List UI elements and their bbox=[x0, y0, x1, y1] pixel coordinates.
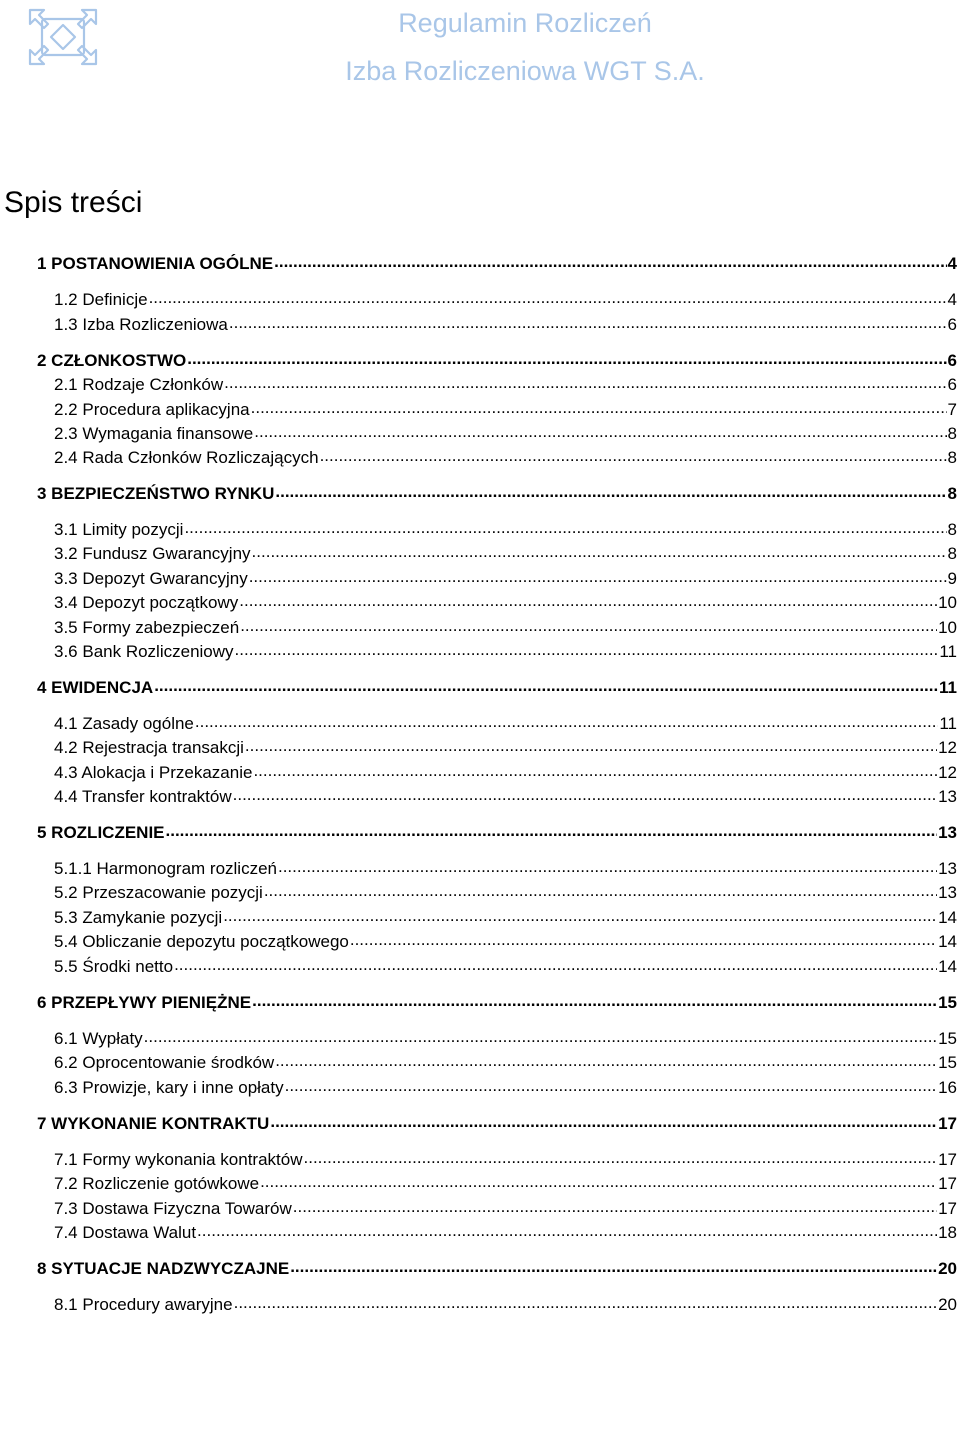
toc-dot-leader bbox=[293, 1197, 937, 1214]
toc-dot-leader bbox=[144, 1027, 937, 1044]
toc-entry-label: 7 WYKONANIE KONTRAKTU bbox=[37, 1114, 270, 1133]
toc-dot-leader bbox=[260, 1172, 937, 1189]
toc-entry-label: 5.5 Środki netto bbox=[54, 957, 174, 976]
toc-section-link[interactable] bbox=[0, 313, 957, 335]
toc-page-number: 15 bbox=[938, 1053, 957, 1072]
toc-section-link[interactable] bbox=[0, 640, 957, 662]
toc-entry-label: 6.2 Oprocentowanie środków bbox=[54, 1053, 275, 1072]
toc-dot-leader bbox=[166, 821, 938, 838]
toc-chapter-link[interactable] bbox=[0, 676, 957, 698]
toc-section-link[interactable] bbox=[0, 1172, 957, 1194]
toc-page-number: 8 bbox=[947, 520, 957, 539]
toc-dot-leader bbox=[233, 785, 937, 802]
toc-dot-leader bbox=[149, 288, 947, 305]
toc-section-link[interactable] bbox=[0, 1027, 957, 1049]
toc-dot-leader bbox=[154, 676, 938, 693]
toc-entry-label: 4.3 Alokacja i Przekazanie bbox=[54, 763, 253, 782]
toc-dot-leader bbox=[229, 313, 947, 330]
toc-entry-label: 6.3 Prowizje, kary i inne opłaty bbox=[54, 1078, 284, 1097]
toc-section-link[interactable] bbox=[0, 785, 957, 807]
toc-entry-label: 8 SYTUACJE NADZWYCZAJNE bbox=[37, 1259, 290, 1278]
toc-page-number: 11 bbox=[939, 678, 957, 697]
toc-chapter-link[interactable] bbox=[0, 1112, 957, 1134]
toc-page-number: 14 bbox=[938, 908, 957, 927]
toc-entry-label: 4 EWIDENCJA bbox=[37, 678, 154, 697]
toc-section-link[interactable] bbox=[0, 567, 957, 589]
toc-dot-leader bbox=[239, 591, 937, 608]
toc-dot-leader bbox=[285, 1076, 937, 1093]
toc-entry-label: 2 CZŁONKOSTWO bbox=[37, 351, 187, 370]
toc-page-number: 17 bbox=[938, 1199, 957, 1218]
toc-entry-label: 3.4 Depozyt początkowy bbox=[54, 593, 239, 612]
toc-dot-leader bbox=[249, 567, 947, 584]
toc-dot-leader bbox=[184, 518, 946, 535]
toc-entry-label: 7.2 Rozliczenie gotówkowe bbox=[54, 1174, 260, 1193]
toc-chapter-link[interactable] bbox=[0, 991, 957, 1013]
toc-dot-leader bbox=[253, 761, 937, 778]
toc-section-link[interactable] bbox=[0, 1197, 957, 1219]
toc-heading: Spis treści bbox=[4, 186, 143, 219]
toc-dot-leader bbox=[234, 1293, 937, 1310]
toc-entry-label: 3.1 Limity pozycji bbox=[54, 520, 184, 539]
toc-chapter-link[interactable] bbox=[0, 349, 957, 371]
toc-page-number: 13 bbox=[938, 883, 957, 902]
toc-page-number: 9 bbox=[947, 569, 957, 588]
toc-section-link[interactable] bbox=[0, 616, 957, 638]
toc-page-number: 8 bbox=[947, 448, 957, 467]
toc-page-number: 11 bbox=[939, 714, 957, 733]
toc-entry-label: 3 BEZPIECZEŃSTWO RYNKU bbox=[37, 484, 275, 503]
toc-section-link[interactable] bbox=[0, 288, 957, 310]
toc-entry-label: 7.1 Formy wykonania kontraktów bbox=[54, 1150, 303, 1169]
toc-page-number: 17 bbox=[938, 1150, 957, 1169]
toc-section-link[interactable] bbox=[0, 1148, 957, 1170]
toc-page-number: 10 bbox=[938, 618, 957, 637]
toc-entry-label: 1.2 Definicje bbox=[54, 290, 148, 309]
toc-page-number: 10 bbox=[938, 593, 957, 612]
toc-entry-label: 1.3 Izba Rozliczeniowa bbox=[54, 315, 228, 334]
toc-page-number: 17 bbox=[938, 1174, 957, 1193]
toc-dot-leader bbox=[275, 482, 946, 499]
toc-page-number: 12 bbox=[938, 738, 957, 757]
toc-chapter-link[interactable] bbox=[0, 482, 957, 504]
toc-entry-label: 5 ROZLICZENIE bbox=[37, 823, 165, 842]
toc-dot-leader bbox=[240, 616, 937, 633]
toc-section-link[interactable] bbox=[0, 1076, 957, 1098]
toc-page-number: 8 bbox=[947, 424, 957, 443]
toc-dot-leader bbox=[235, 640, 939, 657]
toc-section-link[interactable] bbox=[0, 591, 957, 613]
toc-page-number: 8 bbox=[947, 484, 957, 503]
toc-dot-leader bbox=[275, 1051, 937, 1068]
toc-section-link[interactable] bbox=[0, 736, 957, 758]
toc-section-link[interactable] bbox=[0, 712, 957, 734]
toc-page-number: 12 bbox=[938, 763, 957, 782]
toc-section-link[interactable] bbox=[0, 881, 957, 903]
toc-page-number: 4 bbox=[947, 254, 957, 273]
toc-dot-leader bbox=[254, 422, 946, 439]
toc-entry-label: 2.1 Rodzaje Członków bbox=[54, 375, 224, 394]
toc-dot-leader bbox=[278, 857, 937, 874]
toc-page-number: 16 bbox=[938, 1078, 957, 1097]
toc-section-link[interactable] bbox=[0, 422, 957, 444]
toc-dot-leader bbox=[174, 955, 937, 972]
toc-entry-label: 3.6 Bank Rozliczeniowy bbox=[54, 642, 234, 661]
toc-entry-label: 2.2 Procedura aplikacyjna bbox=[54, 400, 250, 419]
toc-page-number: 17 bbox=[938, 1114, 957, 1133]
toc-section-link[interactable] bbox=[0, 542, 957, 564]
toc-page-number: 15 bbox=[938, 1029, 957, 1048]
toc-chapter-link[interactable] bbox=[0, 252, 957, 274]
toc-dot-leader bbox=[197, 1221, 937, 1238]
toc-entry-label: 7.3 Dostawa Fizyczna Towarów bbox=[54, 1199, 292, 1218]
toc-dot-leader bbox=[252, 542, 947, 559]
toc-entry-label: 5.1.1 Harmonogram rozliczeń bbox=[54, 859, 277, 878]
toc-dot-leader bbox=[224, 373, 946, 390]
toc-chapter-link[interactable] bbox=[0, 1257, 957, 1279]
toc-section-link[interactable] bbox=[0, 857, 957, 879]
toc-section-link[interactable] bbox=[0, 373, 957, 395]
toc-dot-leader bbox=[304, 1148, 938, 1165]
toc-dot-leader bbox=[251, 398, 947, 415]
toc-entry-label: 5.2 Przeszacowanie pozycji bbox=[54, 883, 263, 902]
toc-entry-label: 3.3 Depozyt Gwarancyjny bbox=[54, 569, 248, 588]
toc-entry-label: 3.5 Formy zabezpieczeń bbox=[54, 618, 240, 637]
toc-entry-label: 2.4 Rada Członków Rozliczających bbox=[54, 448, 319, 467]
toc-dot-leader bbox=[223, 906, 937, 923]
toc-page-number: 13 bbox=[938, 787, 957, 806]
toc-page-number: 13 bbox=[938, 859, 957, 878]
toc-dot-leader bbox=[252, 991, 937, 1008]
toc-entry-label: 6.1 Wypłaty bbox=[54, 1029, 143, 1048]
toc-page-number: 11 bbox=[939, 642, 957, 661]
toc-dot-leader bbox=[264, 881, 937, 898]
toc-page-number: 20 bbox=[938, 1295, 957, 1314]
toc-entry-label: 4.4 Transfer kontraktów bbox=[54, 787, 232, 806]
toc-dot-leader bbox=[350, 930, 937, 947]
toc-dot-leader bbox=[274, 252, 946, 269]
toc-section-link[interactable] bbox=[0, 1051, 957, 1073]
toc-dot-leader bbox=[290, 1257, 937, 1274]
toc-section-link[interactable] bbox=[0, 446, 957, 468]
toc-entry-label: 6 PRZEPŁYWY PIENIĘŻNE bbox=[37, 993, 252, 1012]
toc-page-number: 15 bbox=[938, 993, 957, 1012]
toc-page-number: 20 bbox=[938, 1259, 957, 1278]
toc-page-number: 7 bbox=[947, 400, 957, 419]
toc-section-link[interactable] bbox=[0, 761, 957, 783]
toc-dot-leader bbox=[195, 712, 938, 729]
toc-entry-label: 7.4 Dostawa Walut bbox=[54, 1223, 197, 1242]
toc-section-link[interactable] bbox=[0, 398, 957, 420]
toc-page-number: 14 bbox=[938, 957, 957, 976]
toc-entry-label: 5.4 Obliczanie depozytu początkowego bbox=[54, 932, 349, 951]
toc-page-number: 18 bbox=[938, 1223, 957, 1242]
document-title: Regulamin Rozliczeń bbox=[398, 8, 652, 38]
toc-entry-label: 8.1 Procedury awaryjne bbox=[54, 1295, 233, 1314]
toc-section-link[interactable] bbox=[0, 1293, 957, 1315]
toc-entry-label: 5.3 Zamykanie pozycji bbox=[54, 908, 223, 927]
toc-entry-label: 3.2 Fundusz Gwarancyjny bbox=[54, 544, 251, 563]
toc-section-link[interactable] bbox=[0, 1221, 957, 1243]
toc-chapter-link[interactable] bbox=[0, 821, 957, 843]
toc-dot-leader bbox=[320, 446, 947, 463]
toc-page-number: 13 bbox=[938, 823, 957, 842]
toc-page-number: 14 bbox=[938, 932, 957, 951]
toc-page-number: 8 bbox=[947, 544, 957, 563]
toc-section-link[interactable] bbox=[0, 955, 957, 977]
toc-section-link[interactable] bbox=[0, 930, 957, 952]
toc-dot-leader bbox=[187, 349, 946, 366]
toc-page-number: 6 bbox=[947, 375, 957, 394]
toc-entry-label: 1 POSTANOWIENIA OGÓLNE bbox=[37, 254, 274, 273]
toc-section-link[interactable] bbox=[0, 906, 957, 928]
toc-entry-label: 4.2 Rejestracja transakcji bbox=[54, 738, 244, 757]
toc-entry-label: 4.1 Zasady ogólne bbox=[54, 714, 194, 733]
toc-dot-leader bbox=[245, 736, 937, 753]
organization-name: Izba Rozliczeniowa WGT S.A. bbox=[345, 56, 705, 86]
toc-entry-label: 2.3 Wymagania finansowe bbox=[54, 424, 254, 443]
toc-dot-leader bbox=[270, 1112, 937, 1129]
toc-page-number: 4 bbox=[947, 290, 957, 309]
toc-page-number: 6 bbox=[947, 351, 957, 370]
toc-page-number: 6 bbox=[947, 315, 957, 334]
toc-section-link[interactable] bbox=[0, 518, 957, 540]
